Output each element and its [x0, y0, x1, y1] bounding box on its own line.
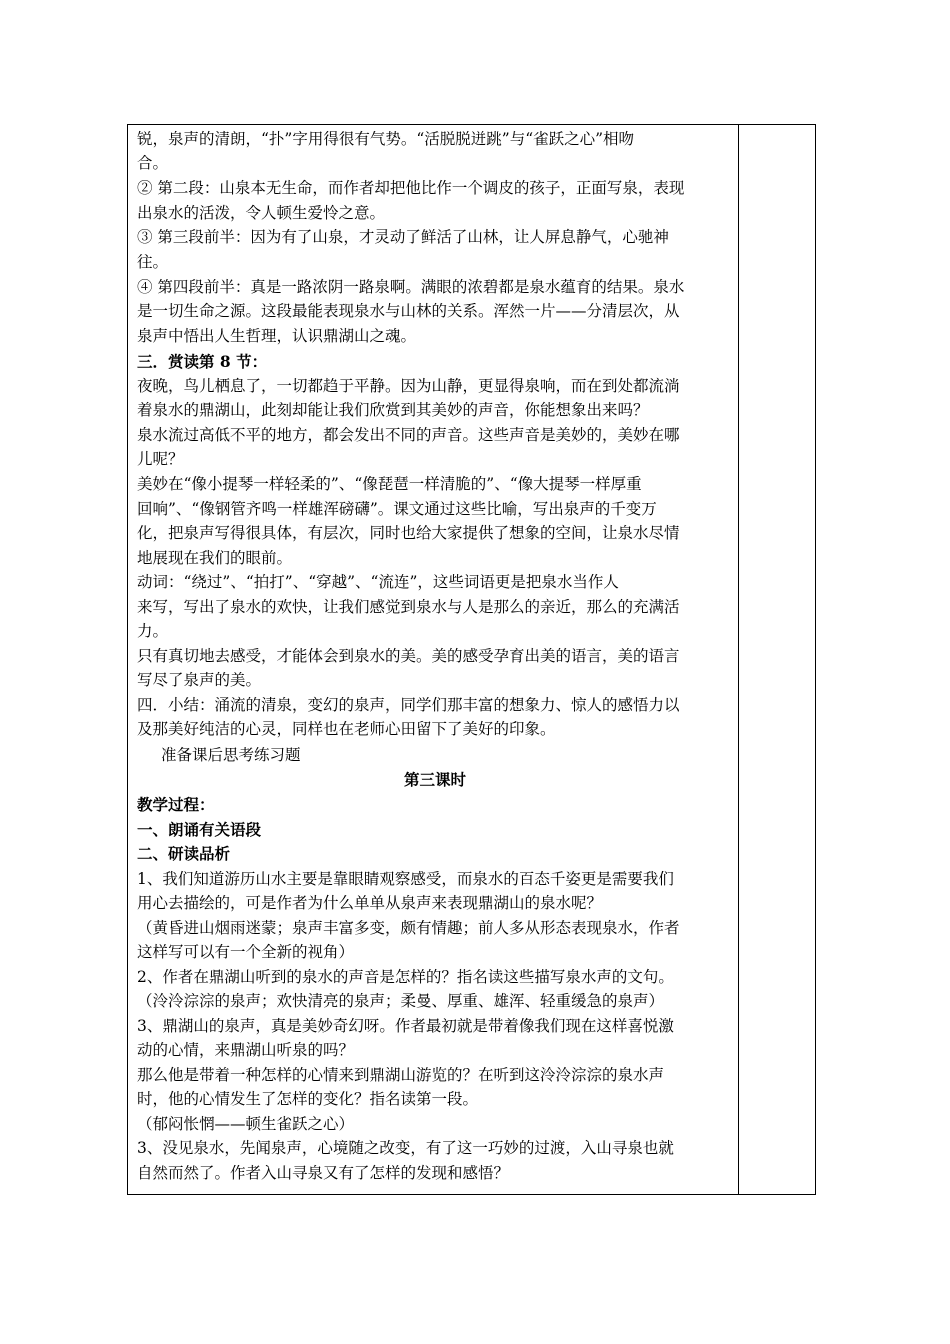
text-line: （黄昏进山烟雨迷蒙；泉声丰富多变，颇有情趣；前人多从形态表现泉水，作者	[137, 919, 680, 937]
text-line: （郁闷怅惘——顿生雀跃之心）	[137, 1115, 355, 1133]
section-heading: 一、朗诵有关语段	[137, 820, 262, 839]
text-line: 化，把泉声写得很具体，有层次，同时也给大家提供了想象的空间，让泉水尽情	[137, 524, 680, 542]
text-line: 3、鼎湖山的泉声，真是美妙奇幻呀。作者最初就是带着像我们现在这样喜悦激	[137, 1017, 674, 1035]
text-line: 儿呢？	[137, 450, 184, 468]
text-line: 出泉水的活泼，令人顿生爱怜之意。	[137, 204, 386, 222]
text-line: 用心去描绘的，可是作者为什么单单从泉声来表现鼎湖山的泉水呢？	[137, 894, 603, 912]
text-line: 力。	[137, 622, 169, 640]
text-line: ④ 第四段前半：真是一路浓阴一路泉啊。满眼的浓碧都是泉水蕴育的结果。泉水	[137, 278, 685, 296]
text-line: 回响”、“像钢管齐鸣一样雄浑磅礴”。课文通过这些比喻，写出泉声的千变万	[137, 500, 657, 518]
text-line: 往。	[137, 253, 169, 271]
text-line: ③ 第三段前半：因为有了山泉，才灵动了鲜活了山林，让人屏息静气，心驰神	[137, 228, 669, 246]
text-line: 来写，写出了泉水的欢快，让我们感觉到泉水与人是那么的亲近，那么的充满活	[137, 598, 680, 616]
text-line: 自然而然了。作者入山寻泉又有了怎样的发现和感悟？	[137, 1164, 510, 1182]
notes-cell	[739, 125, 815, 1194]
text-line: 锐，泉声的清朗，“扑”字用得很有气势。“活脱脱迸跳”与“雀跃之心”相吻	[137, 130, 635, 148]
text-line: 3、没见泉水，先闻泉声，心境随之改变，有了这一巧妙的过渡，入山寻泉也就	[137, 1139, 674, 1157]
section-heading: 第三课时	[403, 770, 466, 789]
text-line: 写尽了泉声的美。	[137, 671, 262, 689]
section-heading: 二、研读品析	[137, 844, 231, 863]
text-line: 美妙在“像小提琴一样轻柔的”、“像琵琶一样清脆的”、“像大提琴一样厚重	[137, 475, 642, 493]
text-line: 准备课后思考练习题	[161, 746, 301, 764]
text-line: 地展现在我们的眼前。	[137, 549, 293, 567]
text-line: 1、我们知道游历山水主要是靠眼睛观察感受，而泉水的百态千姿更是需要我们	[137, 870, 674, 888]
text-line: 2、作者在鼎湖山听到的泉水的声音是怎样的？指名读这些描写泉水声的文句。	[137, 968, 674, 986]
text-line: 动的心情，来鼎湖山听泉的吗？	[137, 1041, 355, 1059]
text-line: 这样写可以有一个全新的视角）	[137, 943, 355, 961]
section-heading: 三．赏读第 8 节：	[137, 352, 268, 371]
text-line: 泉声中悟出人生哲理，认识鼎湖山之魂。	[137, 327, 417, 345]
text-line: 合。	[137, 154, 169, 172]
text-line: 时，他的心情发生了怎样的变化？指名读第一段。	[137, 1090, 479, 1108]
section-heading: 教学过程：	[137, 795, 215, 814]
text-line: 夜晚，鸟儿栖息了，一切都趋于平静。因为山静，更显得泉响，而在到处都流淌	[137, 377, 680, 395]
text-line: 泉水流过高低不平的地方，都会发出不同的声音。这些声音是美妙的，美妙在哪	[137, 426, 680, 444]
text-line: 着泉水的鼎湖山，此刻却能让我们欣赏到其美妙的声音，你能想象出来吗？	[137, 401, 649, 419]
text-line: 只有真切地去感受，才能体会到泉水的美。美的感受孕育出美的语言，美的语言	[137, 647, 680, 665]
text-line: 及那美好纯洁的心灵，同样也在老师心田留下了美好的印象。	[137, 720, 556, 738]
text-line: （泠泠淙淙的泉声；欢快清亮的泉声；柔曼、厚重、雄浑、轻重缓急的泉声）	[137, 992, 665, 1010]
text-line: 是一切生命之源。这段最能表现泉水与山林的关系。浑然一片——分清层次，从	[137, 302, 680, 320]
text-line: 那么他是带着一种怎样的心情来到鼎湖山游览的？在听到这泠泠淙淙的泉水声	[137, 1066, 665, 1084]
text-line: 四．小结：涌流的清泉，变幻的泉声，同学们那丰富的想象力、惊人的感悟力以	[137, 696, 680, 714]
text-line: ② 第二段：山泉本无生命，而作者却把他比作一个调皮的孩子，正面写泉，表现	[137, 179, 685, 197]
lesson-plan-table	[127, 124, 816, 1195]
text-line: 动词：“绕过”、“拍打”、“穿越”、“流连”，这些词语更是把泉水当作人	[137, 573, 619, 591]
